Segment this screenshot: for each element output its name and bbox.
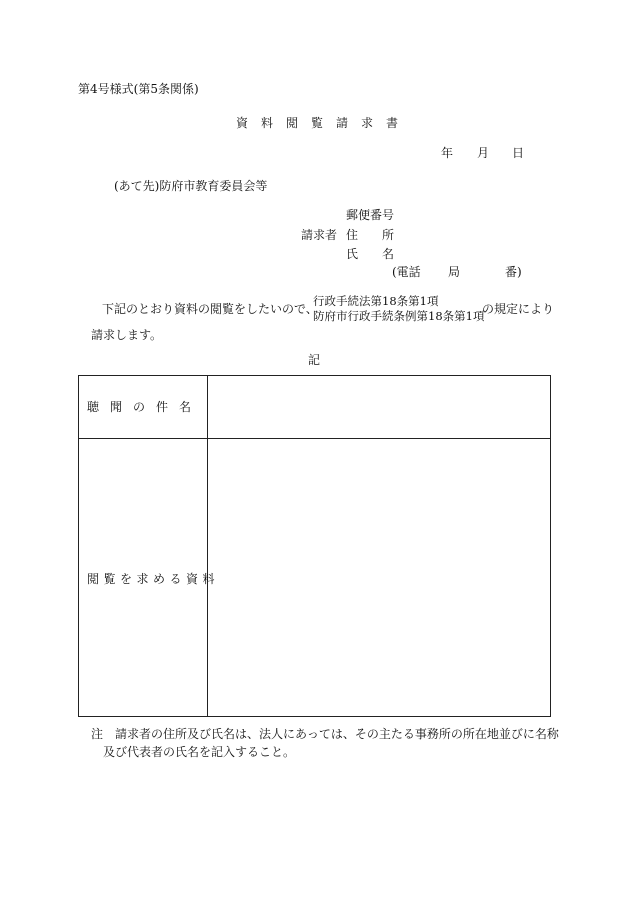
request-table — [78, 375, 551, 717]
table-column-divider — [207, 376, 208, 716]
form-number: 第4号様式(第5条関係) — [78, 82, 199, 96]
phone-number: 番) — [505, 265, 522, 279]
requested-materials-field[interactable] — [209, 440, 549, 715]
note-line-1: 注 請求者の住所及び氏名は、法人にあっては、その主たる事務所の所在地並びに名称 — [91, 727, 559, 741]
statement-lead: 下記のとおり資料の閲覧をしたいので、 — [102, 302, 318, 316]
law-reference-2: 防府市行政手続条例第18条第1項 — [313, 309, 485, 323]
phone-station: 局 — [448, 265, 461, 279]
statement-line2: 請求します。 — [91, 328, 163, 342]
name-label: 氏 名 — [346, 247, 395, 261]
date-month: 月 — [477, 146, 490, 160]
address-label: 住 所 — [346, 228, 395, 242]
law-reference-1: 行政手続法第18条第1項 — [313, 294, 439, 308]
hearing-title-field[interactable] — [209, 377, 549, 437]
requested-materials-label: 閲覧を求める資料 — [87, 572, 220, 586]
statement-tail: の規定により — [482, 302, 555, 316]
requester-label: 請求者 — [301, 228, 338, 242]
note-line-2: 及び代表者の氏名を記入すること。 — [103, 745, 296, 759]
table-row-divider — [79, 438, 550, 439]
postal-code-label: 郵便番号 — [346, 208, 395, 222]
page-title: 資料閲覧請求書 — [236, 116, 412, 130]
addressee: (あて先)防府市教育委員会等 — [114, 179, 268, 193]
hearing-title-label: 聴聞の件名 — [87, 400, 203, 414]
phone-open: (電話 — [392, 265, 421, 279]
date-day: 日 — [512, 146, 525, 160]
date-year: 年 — [441, 146, 454, 160]
ki-heading: 記 — [308, 353, 321, 367]
